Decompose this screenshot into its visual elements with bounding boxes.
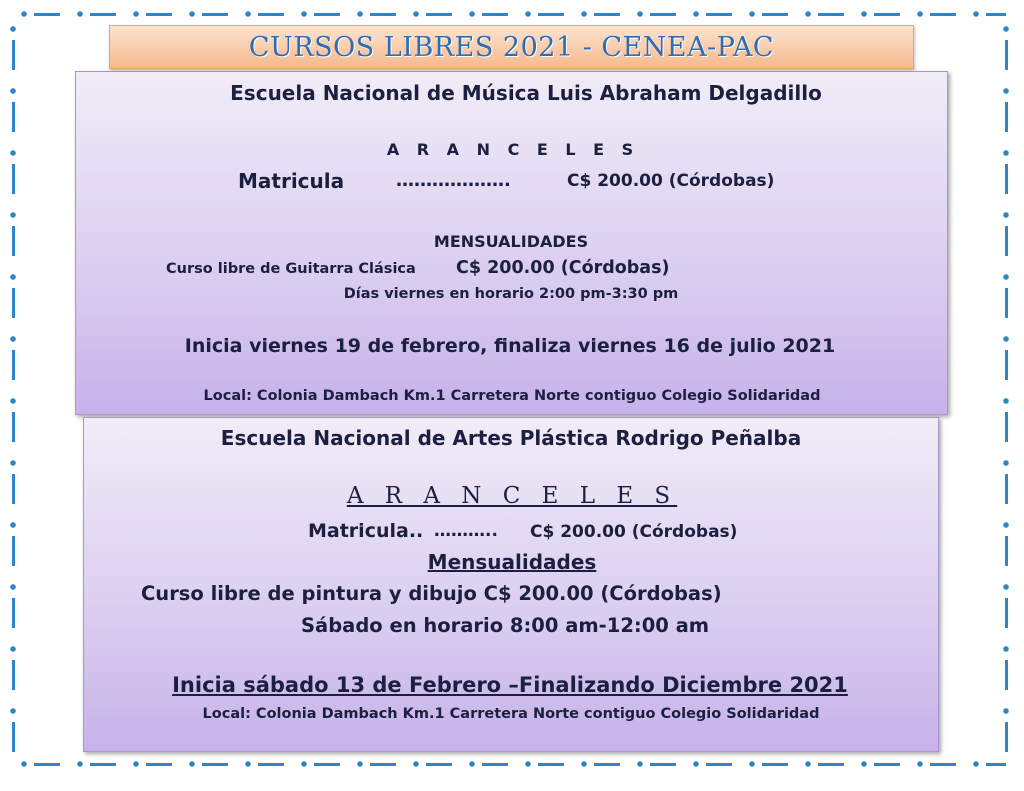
border-left [8,20,18,758]
music-enrollment-price: C$ 200.00 (Córdobas) [567,171,775,191]
music-schedule: Días viernes en horario 2:00 pm-3:30 pm [343,286,679,302]
music-fees-heading: A R A N C E L E S [386,140,640,159]
arts-enrollment-price: C$ 200.00 (Córdobas) [530,522,738,542]
arts-fees-heading: A R A N C E L E S [346,483,678,509]
arts-school-panel [83,417,939,752]
music-school-name: Escuela Nacional de Música Luis Abraham Delgadillo [230,81,822,105]
border-top [16,9,1006,19]
music-monthly-heading: MENSUALIDADES [433,232,589,251]
arts-course-line: Curso libre de pintura y dibujo C$ 200.00 (Córdobas) [141,582,722,605]
arts-location: Local: Colonia Dambach Km.1 Carretera Norte contiguo Colegio Solidaridad [202,706,820,722]
music-location: Local: Colonia Dambach Km.1 Carretera Norte contiguo Colegio Solidaridad [203,388,821,404]
arts-monthly-heading: Mensualidades [427,550,597,574]
music-enrollment-label: Matricula [238,169,345,193]
arts-schedule: Sábado en horario 8:00 am-12:00 am [301,614,710,637]
page-title: CURSOS LIBRES 2021 - CENEA-PAC [248,31,775,63]
title-banner [109,25,914,69]
music-enrollment-dots: ………………. [396,170,511,191]
arts-school-name: Escuela Nacional de Artes Plástica Rodrigo Peñalba [220,426,802,450]
arts-enrollment-dots: ……….. [434,521,498,541]
music-course-name: Curso libre de Guitarra Clásica [166,261,416,277]
music-course-price: C$ 200.00 (Córdobas) [456,258,670,278]
border-right [1001,20,1011,758]
arts-enrollment-label: Matricula.. [308,520,424,542]
music-school-panel [75,71,948,415]
border-bottom [16,759,1006,769]
arts-dates: Inicia sábado 13 de Febrero –Finalizando Diciembre 2021 [172,673,848,697]
music-dates: Inicia viernes 19 de febrero, finaliza viernes 16 de julio 2021 [184,335,836,357]
